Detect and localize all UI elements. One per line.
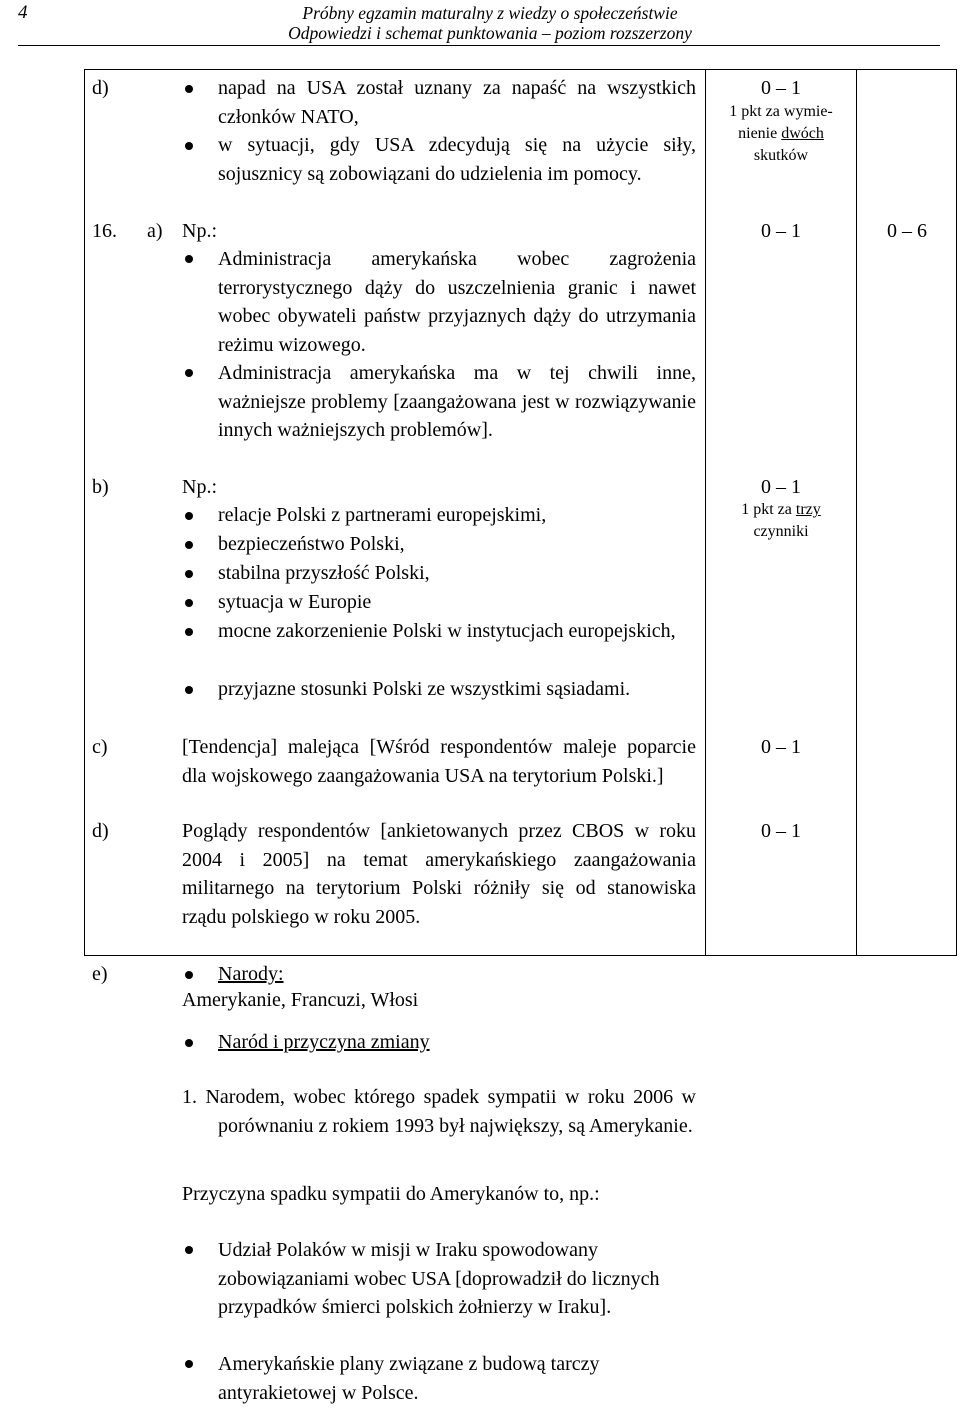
item-label-a: a) — [147, 220, 163, 242]
answer-c-text: [Tendencja] malejąca [Wśród respondentów maleje poparcie dla wojskowego zaangażowania USA na terytorium Polski.] — [182, 736, 696, 787]
score-b: 0 – 1 — [761, 476, 801, 498]
bullet-icon — [185, 541, 193, 549]
bullet-icon — [185, 255, 193, 263]
bullet-icon — [185, 628, 193, 636]
answer-d2-text: Poglądy respondentów [ankietowanych przez CBOS w roku 2004 i 2005] na temat amerykańskiego zaangażowania militarnego na terytorium Polski różniły się od stanowiska rządu polskiego w roku 2005. — [182, 820, 696, 928]
answer-b-item-1: relacje Polski z partnerami europejskimi, — [218, 504, 547, 526]
bullet-icon — [185, 599, 193, 607]
answer-e-nations: Amerykanie, Francuzi, Włosi — [182, 989, 419, 1011]
item-label-e: e) — [92, 963, 108, 985]
table-top-border — [84, 69, 957, 70]
table-right-border — [956, 69, 957, 956]
answer-a-intro: Np.: — [182, 220, 217, 242]
bullet-icon — [185, 971, 193, 979]
score-c: 0 – 1 — [761, 736, 801, 758]
header-subtitle: Odpowiedzi i schemat punktowania – poziom rozszerzony — [288, 23, 692, 43]
answer-b-item-3: stabilna przyszłość Polski, — [218, 562, 430, 584]
bullet-icon — [185, 1039, 193, 1047]
bullet-icon — [185, 369, 193, 377]
bullet-icon — [185, 686, 193, 694]
score-note-d-line2: nienie dwóch — [738, 125, 824, 142]
item-label-c: c) — [92, 736, 108, 758]
bullet-icon — [185, 570, 193, 578]
item-label-b: b) — [92, 476, 109, 498]
score-note-d-line1: 1 pkt za wymie- — [729, 103, 833, 120]
score-note-b-line1: 1 pkt za trzy — [741, 501, 821, 518]
table-left-border — [84, 69, 85, 956]
answer-e-reason-intro: Przyczyna spadku sympatii do Amerykanów to, np.: — [182, 1183, 600, 1205]
answer-d-bullet-2: w sytuacji, gdy USA zdecydują się na użycie siły, sojusznicy są zobowiązani do udzielenia im pomocy. — [218, 134, 696, 185]
answer-a-bullet-2: Administracja amerykańska ma w tej chwili inne, ważniejsze problemy [zaangażowana jest w rozwiązywanie innych ważniejszych problemów]. — [218, 362, 696, 441]
answer-e-heading-nations: Narody: — [218, 963, 284, 985]
table-bottom-border — [84, 955, 957, 956]
item-label-d: d) — [92, 77, 109, 99]
header-title: Próbny egzamin maturalny z wiedzy o społeczeństwie — [302, 3, 678, 23]
question-total-score: 0 – 6 — [887, 220, 927, 242]
bullet-icon — [185, 1360, 193, 1368]
score-d: 0 – 1 — [761, 77, 801, 99]
answer-e-point-1: 1. Narodem, wobec którego spadek sympatii w roku 2006 w porównaniu z rokiem 1993 był największy, są Amerykanie. — [182, 1086, 696, 1137]
score-note-b-line2: czynniki — [753, 523, 809, 540]
bullet-icon — [185, 1246, 193, 1254]
answer-b-item-5: mocne zakorzenienie Polski w instytucjach europejskich, — [218, 620, 676, 642]
answer-e-heading-reason: Naród i przyczyna zmiany — [218, 1031, 430, 1053]
bullet-icon — [185, 85, 193, 93]
bullet-icon — [185, 512, 193, 520]
answer-a-bullet-1: Administracja amerykańska wobec zagrożenia terrorystycznego dąży do uszczelnienia granic i nawet wobec obywateli państw przyjaznych dąży do utrzymania reżimu wizowego. — [218, 248, 696, 356]
bullet-icon — [185, 142, 193, 150]
answer-b-intro: Np.: — [182, 476, 217, 498]
answer-b-item-4: sytuacja w Europie — [218, 591, 372, 613]
answer-b-item-6: przyjazne stosunki Polski ze wszystkimi sąsiadami. — [218, 678, 631, 700]
answer-e-reason-2: Amerykańskie plany związane z budową tarczy antyrakietowej w Polsce. — [218, 1353, 600, 1404]
score-a: 0 – 1 — [761, 220, 801, 242]
header-rule — [18, 45, 940, 46]
answer-d-bullet-1: napad na USA został uznany za napaść na wszystkich członków NATO, — [218, 77, 696, 128]
question-number: 16. — [92, 220, 117, 242]
col-divider-2 — [856, 69, 857, 956]
page-number: 4 — [18, 2, 28, 23]
answer-e-reason-1: Udział Polaków w misji w Iraku spowodowany zobowiązaniami wobec USA [doprowadził do licznych przypadków śmierci polskich żołnierzy w Iraku]. — [218, 1239, 660, 1318]
score-d2: 0 – 1 — [761, 820, 801, 842]
item-label-d2: d) — [92, 820, 109, 842]
score-note-d-line3: skutków — [753, 147, 809, 164]
answer-b-item-2: bezpieczeństwo Polski, — [218, 533, 405, 555]
